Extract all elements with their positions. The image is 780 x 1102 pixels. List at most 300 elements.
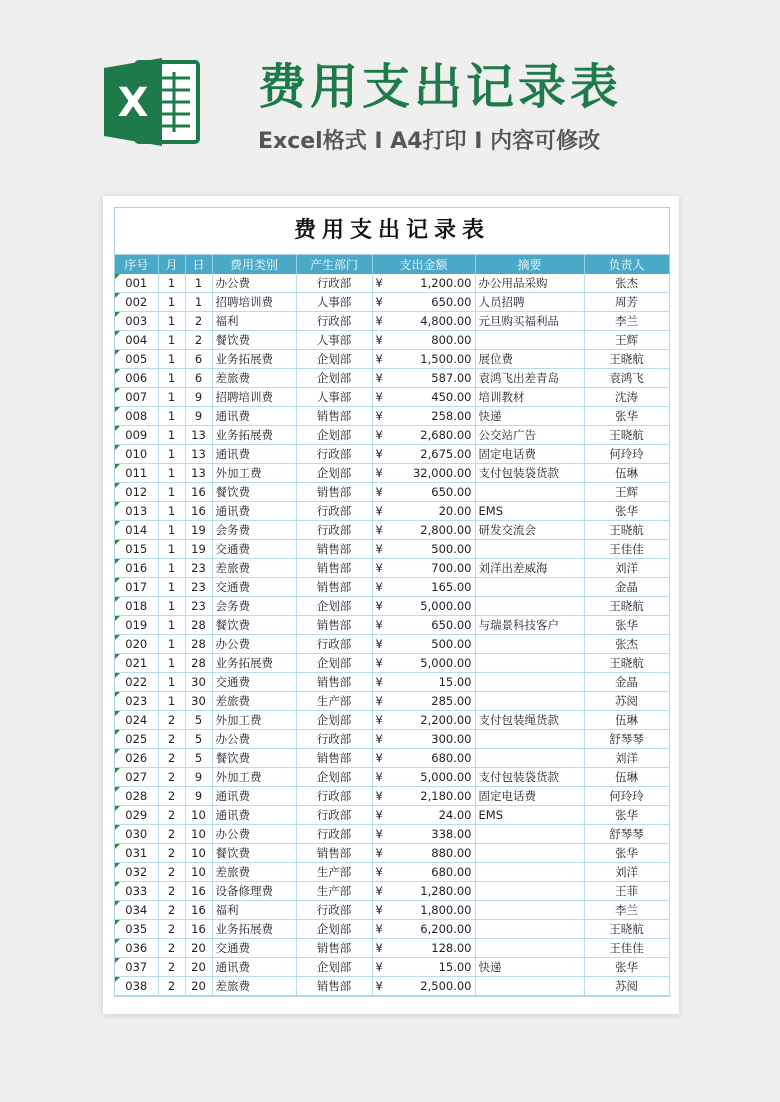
cell-month[interactable]: 2 bbox=[158, 901, 185, 920]
cell-category[interactable]: 办公费 bbox=[212, 825, 296, 844]
cell-department[interactable]: 行政部 bbox=[296, 806, 372, 825]
cell-department[interactable]: 销售部 bbox=[296, 977, 372, 996]
cell-summary[interactable]: 元旦购买福利品 bbox=[475, 312, 584, 331]
cell-seq[interactable]: 028 bbox=[115, 787, 158, 806]
cell-owner[interactable]: 伍琳 bbox=[584, 711, 669, 730]
cell-owner[interactable]: 王佳佳 bbox=[584, 540, 669, 559]
cell-department[interactable]: 行政部 bbox=[296, 445, 372, 464]
cell-month[interactable]: 1 bbox=[158, 502, 185, 521]
cell-department[interactable]: 企划部 bbox=[296, 920, 372, 939]
cell-department[interactable]: 销售部 bbox=[296, 578, 372, 597]
cell-seq[interactable]: 029 bbox=[115, 806, 158, 825]
cell-month[interactable]: 1 bbox=[158, 692, 185, 711]
cell-month[interactable]: 2 bbox=[158, 939, 185, 958]
cell-category[interactable]: 交通费 bbox=[212, 673, 296, 692]
col-header-category[interactable]: 费用类别 bbox=[212, 255, 296, 274]
cell-summary[interactable]: 固定电话费 bbox=[475, 445, 584, 464]
cell-summary[interactable]: 人员招聘 bbox=[475, 293, 584, 312]
cell-owner[interactable]: 李兰 bbox=[584, 312, 669, 331]
cell-category[interactable]: 差旅费 bbox=[212, 863, 296, 882]
cell-category[interactable]: 招聘培训费 bbox=[212, 293, 296, 312]
cell-category[interactable]: 会务费 bbox=[212, 597, 296, 616]
cell-day[interactable]: 28 bbox=[185, 635, 212, 654]
cell-amount[interactable] bbox=[372, 331, 475, 350]
cell-department[interactable]: 行政部 bbox=[296, 312, 372, 331]
cell-day[interactable]: 9 bbox=[185, 388, 212, 407]
cell-department[interactable]: 生产部 bbox=[296, 882, 372, 901]
cell-month[interactable]: 1 bbox=[158, 274, 185, 293]
cell-amount[interactable] bbox=[372, 616, 475, 635]
cell-seq[interactable]: 002 bbox=[115, 293, 158, 312]
cell-month[interactable]: 1 bbox=[158, 654, 185, 673]
cell-department[interactable]: 行政部 bbox=[296, 502, 372, 521]
cell-owner[interactable]: 沈涛 bbox=[584, 388, 669, 407]
cell-amount[interactable] bbox=[372, 825, 475, 844]
cell-day[interactable]: 13 bbox=[185, 464, 212, 483]
cell-day[interactable]: 6 bbox=[185, 369, 212, 388]
col-header-owner[interactable]: 负责人 bbox=[584, 255, 669, 274]
cell-amount[interactable] bbox=[372, 673, 475, 692]
cell-amount[interactable] bbox=[372, 540, 475, 559]
cell-summary[interactable]: 刘洋出差威海 bbox=[475, 559, 584, 578]
cell-month[interactable]: 2 bbox=[158, 787, 185, 806]
cell-day[interactable]: 16 bbox=[185, 901, 212, 920]
cell-seq[interactable]: 038 bbox=[115, 977, 158, 996]
cell-seq[interactable]: 020 bbox=[115, 635, 158, 654]
cell-category[interactable]: 通讯费 bbox=[212, 958, 296, 977]
cell-day[interactable]: 23 bbox=[185, 559, 212, 578]
cell-seq[interactable]: 027 bbox=[115, 768, 158, 787]
cell-category[interactable]: 餐饮费 bbox=[212, 483, 296, 502]
cell-month[interactable]: 2 bbox=[158, 844, 185, 863]
cell-department[interactable]: 生产部 bbox=[296, 692, 372, 711]
cell-owner[interactable]: 张华 bbox=[584, 844, 669, 863]
cell-summary[interactable]: 固定电话费 bbox=[475, 787, 584, 806]
cell-owner[interactable]: 王菲 bbox=[584, 882, 669, 901]
cell-amount[interactable] bbox=[372, 369, 475, 388]
cell-amount[interactable] bbox=[372, 483, 475, 502]
cell-summary[interactable]: 公交站广告 bbox=[475, 426, 584, 445]
cell-owner[interactable]: 苏阅 bbox=[584, 977, 669, 996]
cell-seq[interactable]: 014 bbox=[115, 521, 158, 540]
cell-month[interactable]: 1 bbox=[158, 635, 185, 654]
cell-seq[interactable]: 004 bbox=[115, 331, 158, 350]
cell-month[interactable]: 1 bbox=[158, 521, 185, 540]
cell-category[interactable]: 外加工费 bbox=[212, 768, 296, 787]
cell-owner[interactable]: 金晶 bbox=[584, 578, 669, 597]
cell-seq[interactable]: 019 bbox=[115, 616, 158, 635]
cell-category[interactable]: 通讯费 bbox=[212, 445, 296, 464]
cell-department[interactable]: 企划部 bbox=[296, 350, 372, 369]
cell-summary[interactable] bbox=[475, 483, 584, 502]
cell-seq[interactable]: 024 bbox=[115, 711, 158, 730]
cell-day[interactable]: 10 bbox=[185, 806, 212, 825]
cell-month[interactable]: 1 bbox=[158, 483, 185, 502]
cell-department[interactable]: 生产部 bbox=[296, 863, 372, 882]
cell-amount[interactable] bbox=[372, 350, 475, 369]
cell-owner[interactable]: 王晓航 bbox=[584, 350, 669, 369]
cell-summary[interactable] bbox=[475, 901, 584, 920]
cell-department[interactable]: 行政部 bbox=[296, 635, 372, 654]
cell-amount[interactable] bbox=[372, 388, 475, 407]
cell-department[interactable]: 企划部 bbox=[296, 426, 372, 445]
cell-day[interactable]: 30 bbox=[185, 673, 212, 692]
cell-day[interactable]: 16 bbox=[185, 882, 212, 901]
cell-amount[interactable] bbox=[372, 844, 475, 863]
cell-department[interactable]: 人事部 bbox=[296, 388, 372, 407]
cell-seq[interactable]: 001 bbox=[115, 274, 158, 293]
cell-summary[interactable]: 办公用品采购 bbox=[475, 274, 584, 293]
cell-seq[interactable]: 034 bbox=[115, 901, 158, 920]
cell-month[interactable]: 2 bbox=[158, 977, 185, 996]
cell-summary[interactable]: 支付包装绳货款 bbox=[475, 711, 584, 730]
cell-owner[interactable]: 王辉 bbox=[584, 483, 669, 502]
cell-seq[interactable]: 005 bbox=[115, 350, 158, 369]
cell-amount[interactable] bbox=[372, 654, 475, 673]
cell-owner[interactable]: 周芳 bbox=[584, 293, 669, 312]
cell-amount[interactable] bbox=[372, 749, 475, 768]
cell-seq[interactable]: 026 bbox=[115, 749, 158, 768]
cell-amount[interactable] bbox=[372, 274, 475, 293]
cell-category[interactable]: 交通费 bbox=[212, 578, 296, 597]
cell-seq[interactable]: 018 bbox=[115, 597, 158, 616]
cell-seq[interactable]: 016 bbox=[115, 559, 158, 578]
cell-seq[interactable]: 006 bbox=[115, 369, 158, 388]
cell-month[interactable]: 2 bbox=[158, 806, 185, 825]
cell-month[interactable]: 1 bbox=[158, 673, 185, 692]
cell-owner[interactable]: 苏阅 bbox=[584, 692, 669, 711]
cell-amount[interactable] bbox=[372, 730, 475, 749]
cell-department[interactable]: 销售部 bbox=[296, 616, 372, 635]
cell-category[interactable]: 交通费 bbox=[212, 939, 296, 958]
cell-month[interactable]: 2 bbox=[158, 749, 185, 768]
cell-amount[interactable] bbox=[372, 863, 475, 882]
cell-day[interactable]: 16 bbox=[185, 920, 212, 939]
cell-summary[interactable] bbox=[475, 331, 584, 350]
cell-month[interactable]: 1 bbox=[158, 293, 185, 312]
cell-summary[interactable]: 展位费 bbox=[475, 350, 584, 369]
cell-owner[interactable]: 王晓航 bbox=[584, 521, 669, 540]
cell-summary[interactable]: 快递 bbox=[475, 958, 584, 977]
cell-seq[interactable]: 012 bbox=[115, 483, 158, 502]
cell-seq[interactable]: 022 bbox=[115, 673, 158, 692]
cell-summary[interactable]: 袁鸿飞出差青岛 bbox=[475, 369, 584, 388]
cell-department[interactable]: 销售部 bbox=[296, 844, 372, 863]
cell-seq[interactable]: 031 bbox=[115, 844, 158, 863]
cell-day[interactable]: 19 bbox=[185, 540, 212, 559]
cell-amount[interactable] bbox=[372, 597, 475, 616]
cell-summary[interactable] bbox=[475, 654, 584, 673]
cell-day[interactable]: 28 bbox=[185, 654, 212, 673]
cell-department[interactable]: 企划部 bbox=[296, 369, 372, 388]
cell-owner[interactable]: 刘洋 bbox=[584, 863, 669, 882]
cell-amount[interactable] bbox=[372, 521, 475, 540]
cell-seq[interactable]: 015 bbox=[115, 540, 158, 559]
cell-amount[interactable] bbox=[372, 692, 475, 711]
cell-day[interactable]: 9 bbox=[185, 768, 212, 787]
cell-summary[interactable]: 快递 bbox=[475, 407, 584, 426]
cell-seq[interactable]: 017 bbox=[115, 578, 158, 597]
cell-summary[interactable] bbox=[475, 844, 584, 863]
cell-owner[interactable]: 王晓航 bbox=[584, 597, 669, 616]
cell-day[interactable]: 23 bbox=[185, 578, 212, 597]
cell-day[interactable]: 1 bbox=[185, 274, 212, 293]
cell-amount[interactable] bbox=[372, 768, 475, 787]
col-header-day[interactable]: 日 bbox=[185, 255, 212, 274]
cell-owner[interactable]: 王晓航 bbox=[584, 654, 669, 673]
cell-category[interactable]: 交通费 bbox=[212, 540, 296, 559]
cell-summary[interactable] bbox=[475, 597, 584, 616]
cell-day[interactable]: 10 bbox=[185, 825, 212, 844]
cell-department[interactable]: 销售部 bbox=[296, 540, 372, 559]
cell-day[interactable]: 5 bbox=[185, 711, 212, 730]
cell-seq[interactable]: 003 bbox=[115, 312, 158, 331]
cell-owner[interactable]: 张华 bbox=[584, 806, 669, 825]
cell-department[interactable]: 企划部 bbox=[296, 768, 372, 787]
cell-department[interactable]: 销售部 bbox=[296, 749, 372, 768]
cell-summary[interactable] bbox=[475, 749, 584, 768]
cell-department[interactable]: 销售部 bbox=[296, 407, 372, 426]
cell-department[interactable]: 人事部 bbox=[296, 331, 372, 350]
cell-summary[interactable] bbox=[475, 939, 584, 958]
cell-category[interactable]: 福利 bbox=[212, 312, 296, 331]
cell-month[interactable]: 1 bbox=[158, 616, 185, 635]
cell-month[interactable]: 2 bbox=[158, 825, 185, 844]
cell-day[interactable]: 5 bbox=[185, 749, 212, 768]
cell-owner[interactable]: 王晓航 bbox=[584, 920, 669, 939]
cell-month[interactable]: 1 bbox=[158, 426, 185, 445]
cell-department[interactable]: 行政部 bbox=[296, 730, 372, 749]
cell-day[interactable]: 20 bbox=[185, 939, 212, 958]
cell-day[interactable]: 30 bbox=[185, 692, 212, 711]
cell-summary[interactable] bbox=[475, 882, 584, 901]
cell-department[interactable]: 人事部 bbox=[296, 293, 372, 312]
cell-summary[interactable] bbox=[475, 825, 584, 844]
cell-month[interactable]: 1 bbox=[158, 464, 185, 483]
cell-summary[interactable]: 支付包装袋货款 bbox=[475, 464, 584, 483]
cell-seq[interactable]: 009 bbox=[115, 426, 158, 445]
cell-month[interactable]: 2 bbox=[158, 768, 185, 787]
cell-summary[interactable]: 与瑞景科技客户 bbox=[475, 616, 584, 635]
cell-amount[interactable] bbox=[372, 977, 475, 996]
cell-month[interactable]: 2 bbox=[158, 863, 185, 882]
cell-owner[interactable]: 舒琴琴 bbox=[584, 825, 669, 844]
cell-seq[interactable]: 032 bbox=[115, 863, 158, 882]
cell-department[interactable]: 销售部 bbox=[296, 559, 372, 578]
cell-summary[interactable] bbox=[475, 635, 584, 654]
cell-category[interactable]: 业务拓展费 bbox=[212, 920, 296, 939]
cell-owner[interactable]: 刘洋 bbox=[584, 559, 669, 578]
cell-department[interactable]: 行政部 bbox=[296, 274, 372, 293]
cell-amount[interactable] bbox=[372, 407, 475, 426]
cell-day[interactable]: 1 bbox=[185, 293, 212, 312]
cell-day[interactable]: 20 bbox=[185, 977, 212, 996]
cell-category[interactable]: 外加工费 bbox=[212, 711, 296, 730]
cell-department[interactable]: 企划部 bbox=[296, 654, 372, 673]
cell-summary[interactable] bbox=[475, 977, 584, 996]
cell-summary[interactable] bbox=[475, 730, 584, 749]
cell-month[interactable]: 1 bbox=[158, 540, 185, 559]
cell-category[interactable]: 餐饮费 bbox=[212, 616, 296, 635]
cell-category[interactable]: 会务费 bbox=[212, 521, 296, 540]
cell-day[interactable]: 10 bbox=[185, 844, 212, 863]
cell-department[interactable]: 行政部 bbox=[296, 521, 372, 540]
cell-department[interactable]: 行政部 bbox=[296, 901, 372, 920]
cell-category[interactable]: 设备修理费 bbox=[212, 882, 296, 901]
cell-owner[interactable]: 张杰 bbox=[584, 635, 669, 654]
cell-category[interactable]: 业务拓展费 bbox=[212, 426, 296, 445]
cell-amount[interactable] bbox=[372, 882, 475, 901]
cell-day[interactable]: 13 bbox=[185, 445, 212, 464]
cell-owner[interactable]: 张华 bbox=[584, 616, 669, 635]
col-header-amount[interactable]: 支出金额 bbox=[372, 255, 475, 274]
cell-owner[interactable]: 金晶 bbox=[584, 673, 669, 692]
cell-amount[interactable] bbox=[372, 445, 475, 464]
cell-month[interactable]: 1 bbox=[158, 559, 185, 578]
cell-category[interactable]: 差旅费 bbox=[212, 559, 296, 578]
cell-day[interactable]: 16 bbox=[185, 502, 212, 521]
cell-owner[interactable]: 张华 bbox=[584, 958, 669, 977]
cell-category[interactable]: 办公费 bbox=[212, 274, 296, 293]
cell-seq[interactable]: 007 bbox=[115, 388, 158, 407]
cell-summary[interactable]: 研发交流会 bbox=[475, 521, 584, 540]
cell-month[interactable]: 1 bbox=[158, 445, 185, 464]
cell-amount[interactable] bbox=[372, 426, 475, 445]
cell-day[interactable]: 2 bbox=[185, 312, 212, 331]
cell-day[interactable]: 2 bbox=[185, 331, 212, 350]
cell-summary[interactable]: 支付包装袋货款 bbox=[475, 768, 584, 787]
cell-month[interactable]: 1 bbox=[158, 597, 185, 616]
cell-owner[interactable]: 袁鸿飞 bbox=[584, 369, 669, 388]
cell-seq[interactable]: 023 bbox=[115, 692, 158, 711]
cell-amount[interactable] bbox=[372, 312, 475, 331]
cell-day[interactable]: 16 bbox=[185, 483, 212, 502]
cell-category[interactable]: 业务拓展费 bbox=[212, 654, 296, 673]
cell-day[interactable]: 10 bbox=[185, 863, 212, 882]
cell-owner[interactable]: 何玲玲 bbox=[584, 445, 669, 464]
cell-category[interactable]: 通讯费 bbox=[212, 806, 296, 825]
cell-summary[interactable] bbox=[475, 920, 584, 939]
cell-month[interactable]: 1 bbox=[158, 331, 185, 350]
cell-category[interactable]: 通讯费 bbox=[212, 502, 296, 521]
cell-category[interactable]: 餐饮费 bbox=[212, 331, 296, 350]
cell-category[interactable]: 办公费 bbox=[212, 730, 296, 749]
cell-owner[interactable]: 张杰 bbox=[584, 274, 669, 293]
cell-department[interactable]: 行政部 bbox=[296, 825, 372, 844]
cell-month[interactable]: 1 bbox=[158, 312, 185, 331]
cell-day[interactable]: 20 bbox=[185, 958, 212, 977]
cell-day[interactable]: 9 bbox=[185, 407, 212, 426]
cell-category[interactable]: 餐饮费 bbox=[212, 749, 296, 768]
cell-seq[interactable]: 013 bbox=[115, 502, 158, 521]
cell-department[interactable]: 企划部 bbox=[296, 597, 372, 616]
col-header-seq[interactable]: 序号 bbox=[115, 255, 158, 274]
cell-amount[interactable] bbox=[372, 939, 475, 958]
cell-department[interactable]: 销售部 bbox=[296, 673, 372, 692]
cell-department[interactable]: 企划部 bbox=[296, 958, 372, 977]
cell-owner[interactable]: 王佳佳 bbox=[584, 939, 669, 958]
cell-seq[interactable]: 008 bbox=[115, 407, 158, 426]
cell-amount[interactable] bbox=[372, 578, 475, 597]
cell-summary[interactable] bbox=[475, 863, 584, 882]
cell-month[interactable]: 2 bbox=[158, 882, 185, 901]
cell-seq[interactable]: 036 bbox=[115, 939, 158, 958]
cell-day[interactable]: 23 bbox=[185, 597, 212, 616]
cell-category[interactable]: 业务拓展费 bbox=[212, 350, 296, 369]
cell-amount[interactable] bbox=[372, 502, 475, 521]
cell-month[interactable]: 1 bbox=[158, 578, 185, 597]
cell-category[interactable]: 餐饮费 bbox=[212, 844, 296, 863]
cell-day[interactable]: 28 bbox=[185, 616, 212, 635]
cell-amount[interactable] bbox=[372, 901, 475, 920]
col-header-summary[interactable]: 摘要 bbox=[475, 255, 584, 274]
cell-seq[interactable]: 033 bbox=[115, 882, 158, 901]
cell-summary[interactable] bbox=[475, 540, 584, 559]
cell-amount[interactable] bbox=[372, 920, 475, 939]
cell-seq[interactable]: 030 bbox=[115, 825, 158, 844]
cell-month[interactable]: 1 bbox=[158, 350, 185, 369]
cell-month[interactable]: 2 bbox=[158, 958, 185, 977]
cell-seq[interactable]: 011 bbox=[115, 464, 158, 483]
cell-summary[interactable] bbox=[475, 578, 584, 597]
cell-amount[interactable] bbox=[372, 806, 475, 825]
cell-owner[interactable]: 刘洋 bbox=[584, 749, 669, 768]
cell-month[interactable]: 1 bbox=[158, 407, 185, 426]
cell-amount[interactable] bbox=[372, 559, 475, 578]
cell-amount[interactable] bbox=[372, 711, 475, 730]
cell-summary[interactable] bbox=[475, 673, 584, 692]
cell-seq[interactable]: 010 bbox=[115, 445, 158, 464]
cell-month[interactable]: 2 bbox=[158, 920, 185, 939]
cell-department[interactable]: 销售部 bbox=[296, 483, 372, 502]
cell-amount[interactable] bbox=[372, 958, 475, 977]
cell-day[interactable]: 5 bbox=[185, 730, 212, 749]
cell-department[interactable]: 企划部 bbox=[296, 464, 372, 483]
cell-category[interactable]: 差旅费 bbox=[212, 977, 296, 996]
cell-category[interactable]: 差旅费 bbox=[212, 369, 296, 388]
cell-day[interactable]: 6 bbox=[185, 350, 212, 369]
cell-category[interactable]: 福利 bbox=[212, 901, 296, 920]
cell-summary[interactable]: 培训教材 bbox=[475, 388, 584, 407]
col-header-department[interactable]: 产生部门 bbox=[296, 255, 372, 274]
cell-owner[interactable]: 张华 bbox=[584, 407, 669, 426]
cell-summary[interactable] bbox=[475, 692, 584, 711]
cell-category[interactable]: 办公费 bbox=[212, 635, 296, 654]
cell-amount[interactable] bbox=[372, 635, 475, 654]
cell-owner[interactable]: 王晓航 bbox=[584, 426, 669, 445]
cell-department[interactable]: 销售部 bbox=[296, 939, 372, 958]
cell-owner[interactable]: 王辉 bbox=[584, 331, 669, 350]
cell-seq[interactable]: 035 bbox=[115, 920, 158, 939]
cell-owner[interactable]: 李兰 bbox=[584, 901, 669, 920]
cell-amount[interactable] bbox=[372, 464, 475, 483]
cell-seq[interactable]: 037 bbox=[115, 958, 158, 977]
cell-category[interactable]: 外加工费 bbox=[212, 464, 296, 483]
cell-month[interactable]: 2 bbox=[158, 730, 185, 749]
col-header-month[interactable]: 月 bbox=[158, 255, 185, 274]
cell-month[interactable]: 1 bbox=[158, 388, 185, 407]
cell-owner[interactable]: 何玲玲 bbox=[584, 787, 669, 806]
cell-seq[interactable]: 025 bbox=[115, 730, 158, 749]
cell-month[interactable]: 1 bbox=[158, 369, 185, 388]
cell-day[interactable]: 13 bbox=[185, 426, 212, 445]
cell-category[interactable]: 通讯费 bbox=[212, 787, 296, 806]
cell-summary[interactable]: EMS bbox=[475, 806, 584, 825]
cell-category[interactable]: 招聘培训费 bbox=[212, 388, 296, 407]
cell-day[interactable]: 9 bbox=[185, 787, 212, 806]
cell-amount[interactable] bbox=[372, 293, 475, 312]
cell-day[interactable]: 19 bbox=[185, 521, 212, 540]
